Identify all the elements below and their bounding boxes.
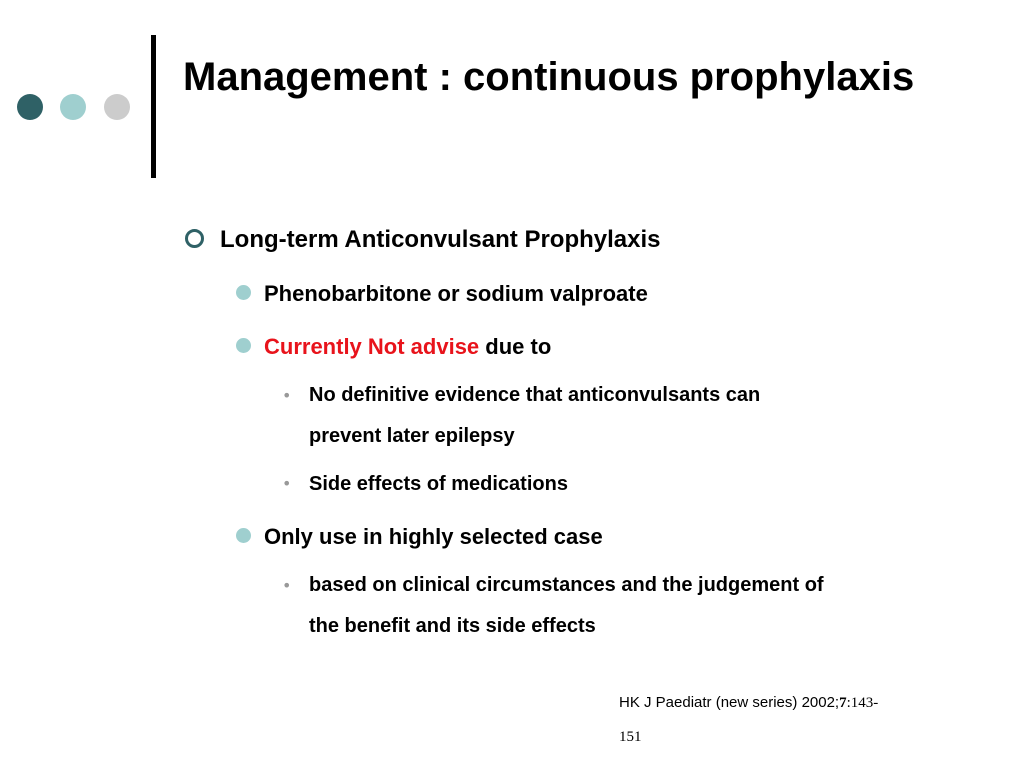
not-advise-highlight: Currently Not advise <box>264 334 480 359</box>
slide-title: Management : continuous prophylaxis <box>183 55 915 99</box>
disc-bullet-icon <box>236 528 251 543</box>
title-divider <box>151 35 156 178</box>
level3-item-clinical-line2: the benefit and its side effects <box>309 615 596 637</box>
citation <box>619 686 949 754</box>
citation-pages-end: 151 <box>619 729 642 745</box>
decor-dot-light <box>60 94 86 120</box>
level2-item-selected-case: Only use in highly selected case <box>264 524 603 549</box>
level2-item-phenobarbitone: Phenobarbitone or sodium valproate <box>264 281 648 306</box>
disc-bullet-icon <box>236 285 251 300</box>
disc-bullet-icon <box>236 338 251 353</box>
ring-bullet-icon <box>185 229 204 248</box>
small-bullet-icon: • <box>282 474 292 493</box>
citation-pages-start: :143- <box>846 695 879 711</box>
level1-item: Long-term Anticonvulsant Prophylaxis <box>220 226 661 253</box>
citation-journal: HK J Paediatr (new series) 2002; <box>619 694 840 711</box>
level3-item-evidence-line2: prevent later epilepsy <box>309 425 515 447</box>
level3-item-evidence-line1: No definitive evidence that anticonvulsants can <box>309 384 761 406</box>
level2-item-not-advise <box>264 334 551 360</box>
decor-dot-grey <box>104 94 130 120</box>
small-bullet-icon: • <box>282 386 292 405</box>
citation-volume: 7 <box>839 695 847 711</box>
not-advise-rest: due to <box>479 334 552 359</box>
decor-dot-dark <box>17 94 43 120</box>
level3-item-side-effects: Side effects of medications <box>309 473 568 495</box>
level3-item-clinical-line1: based on clinical circumstances and the judgement of <box>309 574 824 596</box>
small-bullet-icon: • <box>282 576 292 595</box>
